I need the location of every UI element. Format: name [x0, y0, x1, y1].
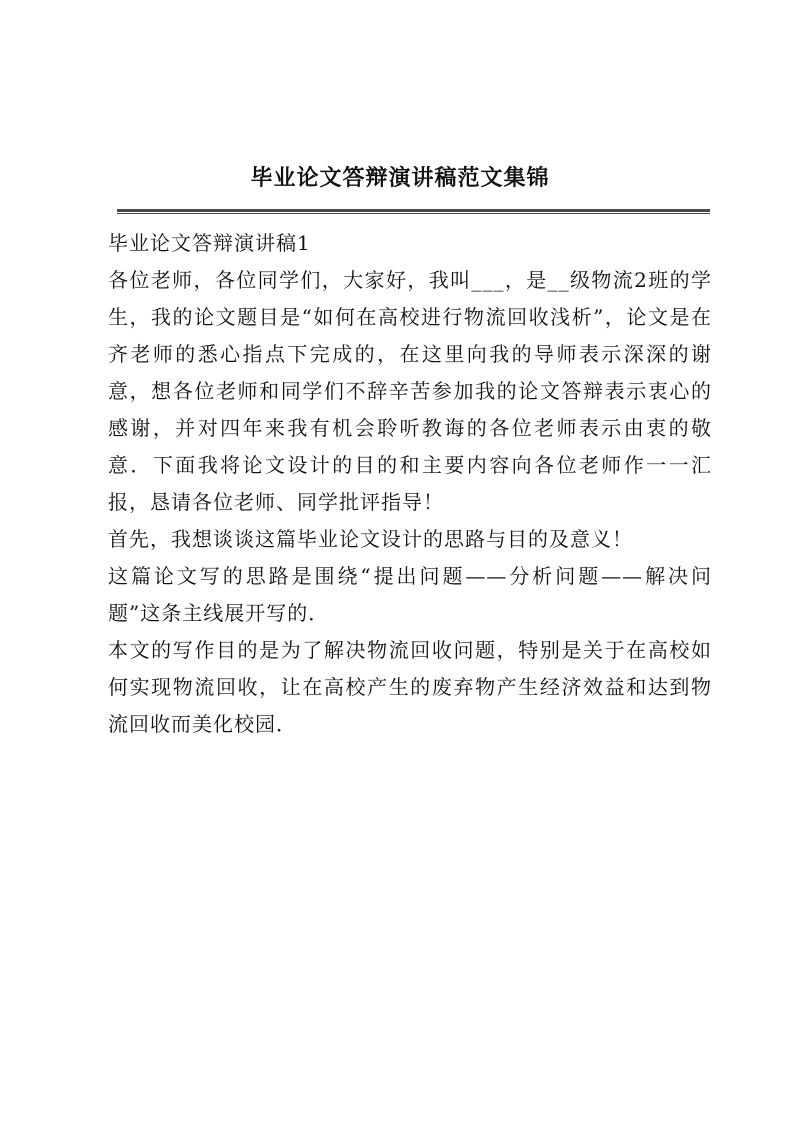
section-heading: 毕业论文答辩演讲稿1: [108, 231, 311, 255]
paragraph-intro: 各位老师，各位同学们，大家好，我叫___，是__级物流2班的学生，我的论文题目是“如何在高校进行物流回收浅析”，论文是在齐老师的悉心指点下完成的，在这里向我的导师表示深深的谢意，想各位老师和同学们不辞辛苦参加我的论文答辩表示衷心的感谢，并对四年来我有机会聆听教诲的各位老师表示由衷的敬意．下面我将论文设计的目的和主要内容向各位老师作一一汇报，恳请各位老师、同学批评指导！: [108, 268, 712, 514]
paragraph-approach: 这篇论文写的思路是围绕“提出问题——分析问题——解决问题”这条主线展开写的．: [108, 564, 712, 625]
paragraph-first-point: 首先，我想谈谈这篇毕业论文设计的思路与目的及意义！: [108, 527, 633, 551]
document-title: 毕业论文答辩演讲稿范文集锦: [250, 165, 550, 191]
title-divider: [117, 209, 710, 214]
document-body: [108, 225, 712, 743]
paragraph-purpose: 本文的写作目的是为了解决物流回收问题，特别是关于在高校如何实现物流回收，让在高校产生的废弃物产生经济效益和达到物流回收而美化校园．: [108, 638, 712, 736]
